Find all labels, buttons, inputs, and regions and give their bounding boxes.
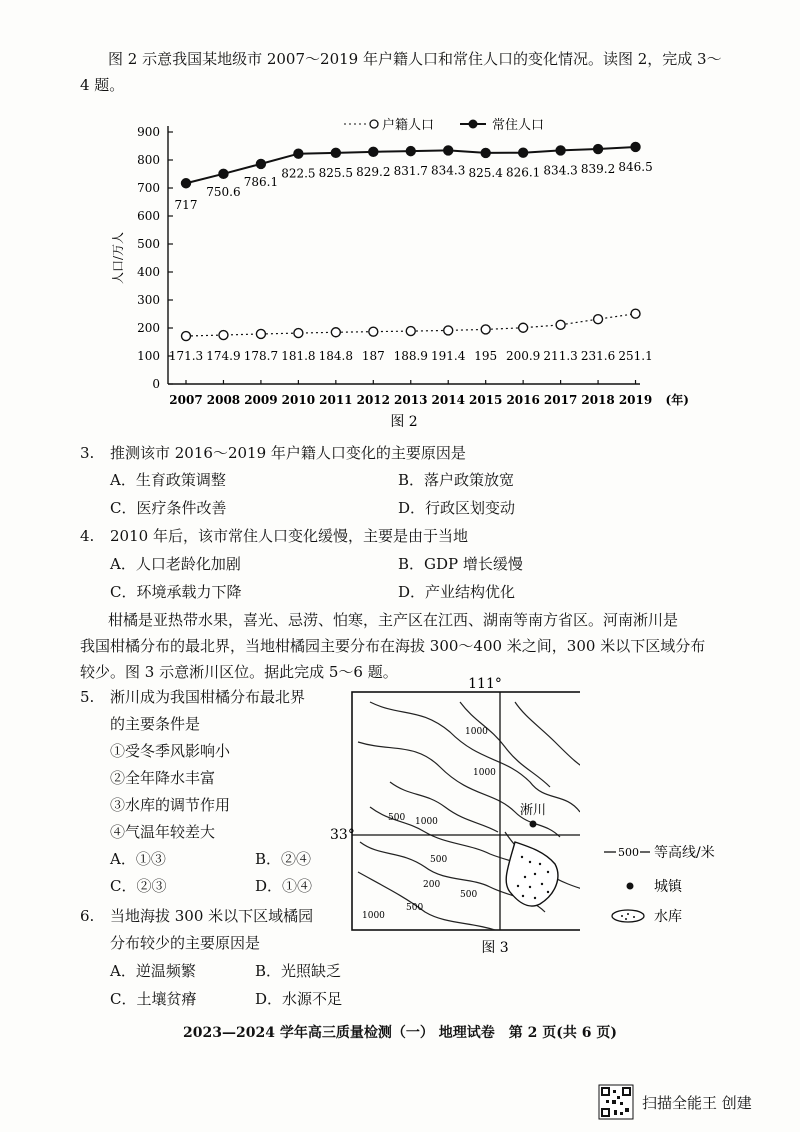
contour-value: 500 <box>460 890 478 900</box>
data-label-registered: 188.9 <box>393 349 428 363</box>
q5-stem-2: 的主要条件是 <box>110 715 201 733</box>
longitude-label: 111° <box>468 676 502 692</box>
x-tick-label: 2007 <box>169 393 203 407</box>
q5-number: 5. <box>80 688 95 706</box>
q3-option-c[interactable]: C．医疗条件改善 <box>110 499 227 517</box>
q5-option-c[interactable]: C．②③ <box>110 877 167 895</box>
data-label-registered: 251.1 <box>618 349 653 363</box>
data-label-resident: 750.6 <box>206 184 241 199</box>
contour-line <box>390 782 498 832</box>
population-line-chart <box>100 108 700 428</box>
data-point-registered <box>406 327 415 336</box>
q5-item-1: ①受冬季风影响小 <box>110 742 231 760</box>
contour-value: 1000 <box>415 817 438 827</box>
data-point-registered <box>294 329 303 338</box>
q5-item-2: ②全年降水丰富 <box>110 769 216 787</box>
contour-value: 500 <box>430 855 448 865</box>
legend-resident-marker <box>469 120 477 128</box>
data-point-registered <box>369 327 378 336</box>
q3-option-d[interactable]: D．行政区划变动 <box>398 499 516 517</box>
q6-option-d[interactable]: D．水源不足 <box>255 990 343 1008</box>
data-label-registered: 181.8 <box>281 349 316 363</box>
q3-option-b[interactable]: B．落户政策放宽 <box>398 471 515 489</box>
q6-option-c[interactable]: C．土壤贫瘠 <box>110 990 197 1008</box>
q4-option-b[interactable]: B．GDP 增长缓慢 <box>398 555 523 573</box>
intro2-line-1: 柑橘是亚热带水果，喜光、忌涝、怕寒，主产区在江西、湖南等南方省区。河南淅川是 <box>108 611 679 629</box>
latitude-label: 33° <box>330 827 355 843</box>
data-label-registered: 195 <box>474 349 498 363</box>
contour-value: 1000 <box>473 768 496 778</box>
q6-stem-2: 分布较少的主要原因是 <box>110 934 261 952</box>
q5-option-d[interactable]: D．①④ <box>255 877 313 895</box>
x-tick-label: 2012 <box>356 393 391 407</box>
data-label-registered: 171.3 <box>168 349 204 363</box>
data-label-resident: 839.2 <box>580 162 616 177</box>
legend-registered-marker <box>370 120 378 128</box>
q5-item-3: ③水库的调节作用 <box>110 796 231 814</box>
data-label-registered: 187 <box>361 349 385 363</box>
y-tick-label: 300 <box>137 293 160 307</box>
xichuan-town-label: 淅川 <box>520 803 547 818</box>
x-tick-label: 2011 <box>319 393 353 407</box>
x-tick-label: 2015 <box>468 393 503 407</box>
xichuan-town-dot <box>530 821 537 828</box>
data-point-resident <box>631 142 640 151</box>
x-tick-label: 2017 <box>543 393 578 407</box>
x-axis-unit-label: (年) <box>665 393 689 407</box>
q6-stem-1: 当地海拔 300 米以下区域橘园 <box>110 907 314 925</box>
data-point-registered <box>519 323 528 332</box>
x-tick-label: 2013 <box>394 393 428 407</box>
q6-number: 6. <box>80 907 95 925</box>
y-tick-label: 800 <box>137 153 160 167</box>
data-label-resident: 831.7 <box>393 164 428 179</box>
data-label-resident: 834.3 <box>431 163 466 178</box>
data-point-resident <box>369 147 378 156</box>
y-tick-label: 100 <box>137 349 160 363</box>
x-tick-label: 2018 <box>581 393 615 407</box>
contour-value: 500 <box>406 903 424 913</box>
intro2-line-3: 较少。图 3 示意淅川区位。据此完成 5～6 题。 <box>80 663 398 681</box>
map-caption: 图 3 <box>481 940 509 956</box>
data-label-resident: 717 <box>174 198 198 213</box>
chart-caption: 图 2 <box>390 414 418 428</box>
q3-stem: 推测该市 2016～2019 年户籍人口变化的主要原因是 <box>110 444 466 462</box>
data-point-resident <box>256 159 265 168</box>
y-tick-label: 900 <box>137 125 160 139</box>
q6-option-b[interactable]: B．光照缺乏 <box>255 962 342 980</box>
legend-reservoir-shape <box>612 910 644 922</box>
x-tick-label: 2019 <box>618 393 653 407</box>
q3-number: 3. <box>80 444 95 462</box>
legend-resident-label: 常住人口 <box>492 118 545 133</box>
data-point-resident <box>294 149 303 158</box>
data-label-resident: 825.4 <box>468 165 503 180</box>
q3-option-a[interactable]: A．生育政策调整 <box>110 471 226 489</box>
qr-code-icon <box>598 1084 634 1120</box>
contour-value: 1000 <box>465 727 488 737</box>
data-point-resident <box>331 148 340 157</box>
x-tick-label: 2010 <box>281 393 316 407</box>
data-point-registered <box>219 331 228 340</box>
q4-option-a[interactable]: A．人口老龄化加剧 <box>110 555 241 573</box>
data-label-registered: 191.4 <box>431 349 466 363</box>
data-point-resident <box>481 148 490 157</box>
x-tick-label: 2014 <box>431 393 465 407</box>
page-footer: 2023—2024 学年高三质量检测（一） 地理试卷 第 2 页(共 6 页) <box>183 1025 617 1041</box>
data-label-resident: 826.1 <box>505 165 541 180</box>
data-label-registered: 200.9 <box>505 349 541 363</box>
x-tick-label: 2016 <box>506 393 540 407</box>
legend-registered-label: 户籍人口 <box>382 118 435 133</box>
x-tick-label: 2008 <box>206 393 241 407</box>
legend-contour-label: 等高线/米 <box>654 845 715 861</box>
q4-option-d[interactable]: D．产业结构优化 <box>398 583 516 601</box>
data-label-registered: 211.3 <box>543 349 578 363</box>
contour-line <box>515 702 580 772</box>
y-axis-label: 人口/万人 <box>111 231 125 285</box>
data-point-registered <box>331 328 340 337</box>
intro-line-2: 4 题。 <box>80 76 125 94</box>
scanner-watermark: 扫描全能王 创建 <box>642 1094 752 1112</box>
data-point-registered <box>182 332 191 341</box>
data-point-registered <box>444 326 453 335</box>
data-label-registered: 178.7 <box>243 349 279 363</box>
data-point-registered <box>556 320 565 329</box>
q5-stem-1: 淅川成为我国柑橘分布最北界 <box>110 688 306 706</box>
intro-line-1: 图 2 示意我国某地级市 2007～2019 年户籍人口和常住人口的变化情况。读图 2，完成 3～ <box>108 50 722 68</box>
data-label-resident: 829.2 <box>356 164 391 179</box>
data-label-resident: 786.1 <box>243 174 279 189</box>
data-label-registered: 174.9 <box>206 349 241 363</box>
data-label-resident: 846.5 <box>618 159 653 174</box>
data-label-resident: 834.3 <box>543 163 578 178</box>
data-point-registered <box>256 329 265 338</box>
data-label-registered: 184.8 <box>318 349 354 363</box>
data-label-resident: 822.5 <box>281 166 316 181</box>
y-tick-label: 400 <box>137 265 160 279</box>
y-tick-label: 700 <box>137 181 160 195</box>
data-point-resident <box>406 147 415 156</box>
q4-number: 4. <box>80 527 95 545</box>
data-point-resident <box>219 169 228 178</box>
q4-option-c[interactable]: C．环境承载力下降 <box>110 583 242 601</box>
contour-value: 500 <box>388 813 406 823</box>
data-point-resident <box>182 179 191 188</box>
data-point-registered <box>631 309 640 318</box>
q4-stem: 2010 年后，该市常住人口变化缓慢，主要是由于当地 <box>110 527 468 545</box>
data-point-registered <box>481 325 490 334</box>
legend-contour-sample: 500 <box>618 846 639 859</box>
q5-option-b[interactable]: B．②④ <box>255 850 312 868</box>
q6-option-a[interactable]: A．逆温频繁 <box>110 962 196 980</box>
map-legend <box>598 838 768 938</box>
data-point-resident <box>594 145 603 154</box>
xichuan-location-map <box>330 672 580 962</box>
data-label-resident: 825.5 <box>318 165 354 180</box>
legend-town-dot <box>627 883 634 890</box>
data-label-registered: 231.6 <box>580 349 616 363</box>
contour-value: 1000 <box>362 911 385 921</box>
data-point-registered <box>594 315 603 324</box>
y-tick-label: 600 <box>137 209 160 223</box>
data-point-resident <box>556 146 565 155</box>
y-tick-label: 0 <box>152 377 160 391</box>
x-tick-label: 2009 <box>244 393 278 407</box>
y-tick-label: 200 <box>137 321 160 335</box>
intro2-line-2: 我国柑橘分布的最北界，当地柑橘园主要分布在海拔 300～400 米之间，300 米以下区域分布 <box>80 637 706 655</box>
data-point-resident <box>444 146 453 155</box>
q5-option-a[interactable]: A．①③ <box>110 850 166 868</box>
q5-item-4: ④气温年较差大 <box>110 823 216 841</box>
reservoir-shape <box>506 842 558 906</box>
data-point-resident <box>519 148 528 157</box>
legend-reservoir-label: 水库 <box>654 909 682 925</box>
contour-value: 200 <box>423 880 441 890</box>
y-tick-label: 500 <box>137 237 160 251</box>
legend-town-label: 城镇 <box>654 879 682 895</box>
